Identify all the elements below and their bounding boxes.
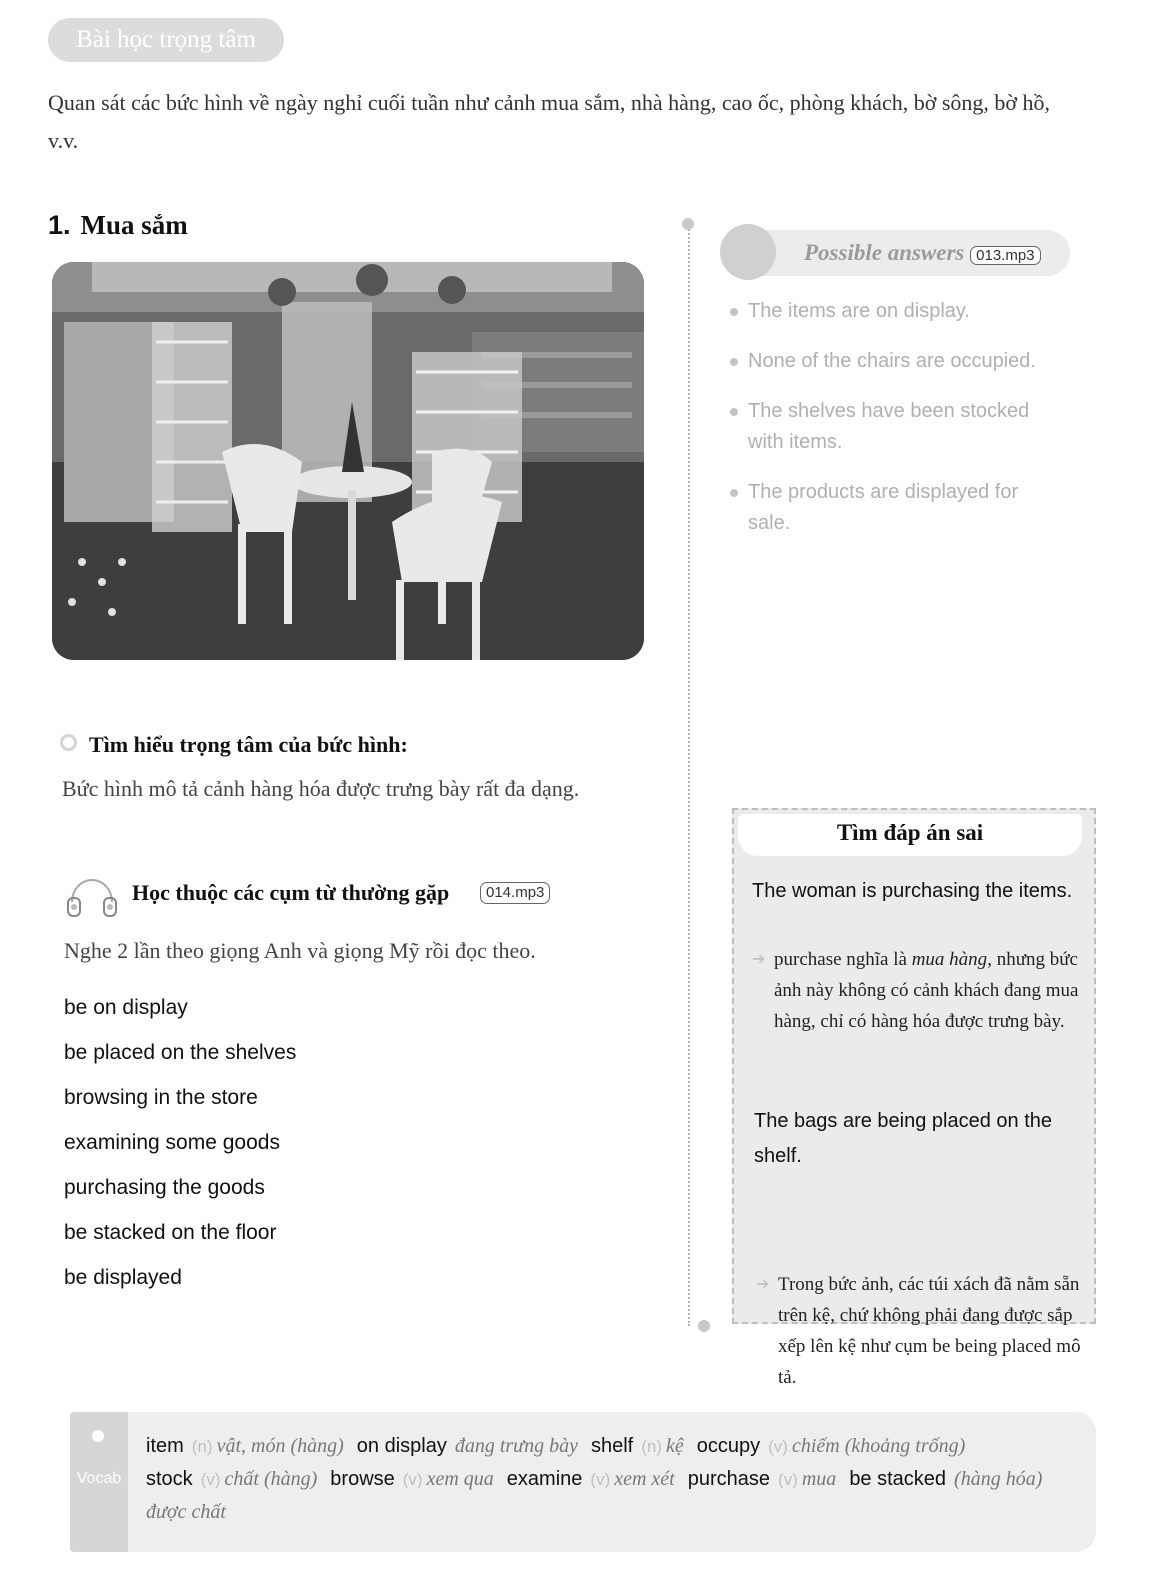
section-title (48, 210, 188, 241)
audio-badge-013[interactable]: 013.mp3 (970, 246, 1040, 265)
bullet-icon (60, 734, 77, 751)
possible-answer: None of the chairs are occupied. (728, 346, 1058, 377)
vocab-meaning: mua (801, 1468, 837, 1490)
vocab-meaning: đang trưng bày (454, 1435, 578, 1457)
learn-title: Học thuộc các cụm từ thường gặp (132, 880, 450, 905)
possible-answers-list (728, 296, 1058, 558)
wrong-explanation (752, 944, 1096, 1037)
section-title-text: Mua sắm (80, 210, 188, 240)
vocab-pos: (v) (778, 1470, 798, 1489)
vocab-meaning: kệ (666, 1435, 684, 1457)
vocab-word: item (146, 1435, 184, 1457)
divider-dot-bottom (698, 1320, 710, 1332)
audio-badge-014[interactable]: 014.mp3 (480, 882, 550, 904)
shop-photo-drawing (52, 262, 644, 660)
vocab-word: purchase (687, 1468, 771, 1490)
speaker-icon (720, 224, 776, 280)
phrase-item: purchasing the goods (64, 1176, 265, 1199)
phrase-list (64, 992, 296, 1307)
vocab-pos: (v) (200, 1470, 221, 1489)
possible-answers-label: Possible answers (804, 240, 965, 265)
vocab-word: be stacked (849, 1468, 947, 1490)
phrase-item: be stacked on the floor (64, 1221, 277, 1244)
vocab-meaning: (hàng hóa) được chất (146, 1468, 1043, 1523)
phrase-item: examining some goods (64, 1131, 280, 1154)
intro-text: Quan sát các bức hình về ngày nghỉ cuối tuần như cảnh mua sắm, nhà hàng, cao ốc, phòng khách, bờ sông, bờ hồ, v.v. (48, 90, 1051, 153)
headphone-icon (64, 868, 120, 920)
vocab-word: examine (506, 1468, 583, 1490)
learn-subtitle: Nghe 2 lần theo giọng Anh và giọng Mỹ rồi đọc theo. (64, 938, 536, 963)
expl-text: , nhưng bức ảnh này không có cảnh khách đang mua hàng, chỉ có hàng hóa được trưng bày. (774, 949, 1079, 1032)
phrase-item: be on display (64, 996, 188, 1019)
vocab-dot-icon (92, 1430, 104, 1442)
vocab-pos: (v) (590, 1470, 611, 1489)
expl-emphasis: mua hàng (911, 949, 988, 970)
vocab-word: browse (330, 1468, 395, 1490)
focus-heading (60, 732, 408, 758)
wrong-statement: The bags are being placed on the shelf. (754, 1110, 1052, 1167)
shop-photo (52, 262, 644, 660)
vocab-meaning: chất (hàng) (224, 1468, 318, 1490)
vocab-meaning: vật, món (hàng) (216, 1435, 344, 1457)
expl-text: Trong bức ảnh, các túi xách đã nằm sẵn trên kệ, chứ không phải đang được sắp xếp lên kệ như cụm be being placed mô tả. (778, 1274, 1081, 1388)
wrong-statement: The woman is purchasing the items. (752, 880, 1073, 902)
phrase-item: be placed on the shelves (64, 1041, 297, 1064)
vocab-label: Vocab (76, 1470, 122, 1487)
divider-dot-top (682, 218, 694, 230)
possible-answers-title (804, 240, 1041, 266)
vocab-meaning: chiếm (khoảng trống) (791, 1435, 966, 1457)
phrase-item: browsing in the store (64, 1086, 258, 1109)
phrase-item: be displayed (64, 1266, 182, 1289)
focus-text: Bức hình mô tả cảnh hàng hóa được trưng bày rất đa dạng. (62, 776, 580, 801)
vocab-pos: (n) (641, 1437, 662, 1456)
vocab-word: on display (356, 1435, 447, 1457)
vocab-meaning: xem qua (426, 1468, 494, 1490)
focus-heading-text: Tìm hiểu trọng tâm của bức hình: (89, 732, 408, 757)
wrong-explanation (756, 1269, 1098, 1393)
wrong-answers-title: Tìm đáp án sai (836, 820, 984, 845)
possible-answer: The items are on display. (728, 296, 1058, 327)
expl-text: purchase nghĩa là (774, 949, 912, 970)
vocab-word: occupy (696, 1435, 761, 1457)
vocab-pos: (n) (191, 1437, 213, 1456)
vocab-word: shelf (590, 1435, 634, 1457)
possible-answer: The products are displayed for sale. (728, 477, 1058, 539)
possible-answer: The shelves have been stocked with items. (728, 396, 1058, 458)
vocab-meaning: xem xét (614, 1468, 675, 1490)
section-number: 1. (48, 210, 71, 240)
lesson-tag: Bài học trọng tâm (48, 18, 284, 62)
column-divider (688, 226, 690, 1326)
vocab-pos: (v) (768, 1437, 788, 1456)
vocab-word: stock (146, 1468, 193, 1490)
vocab-entries (146, 1430, 1046, 1528)
vocab-pos: (v) (402, 1470, 423, 1489)
